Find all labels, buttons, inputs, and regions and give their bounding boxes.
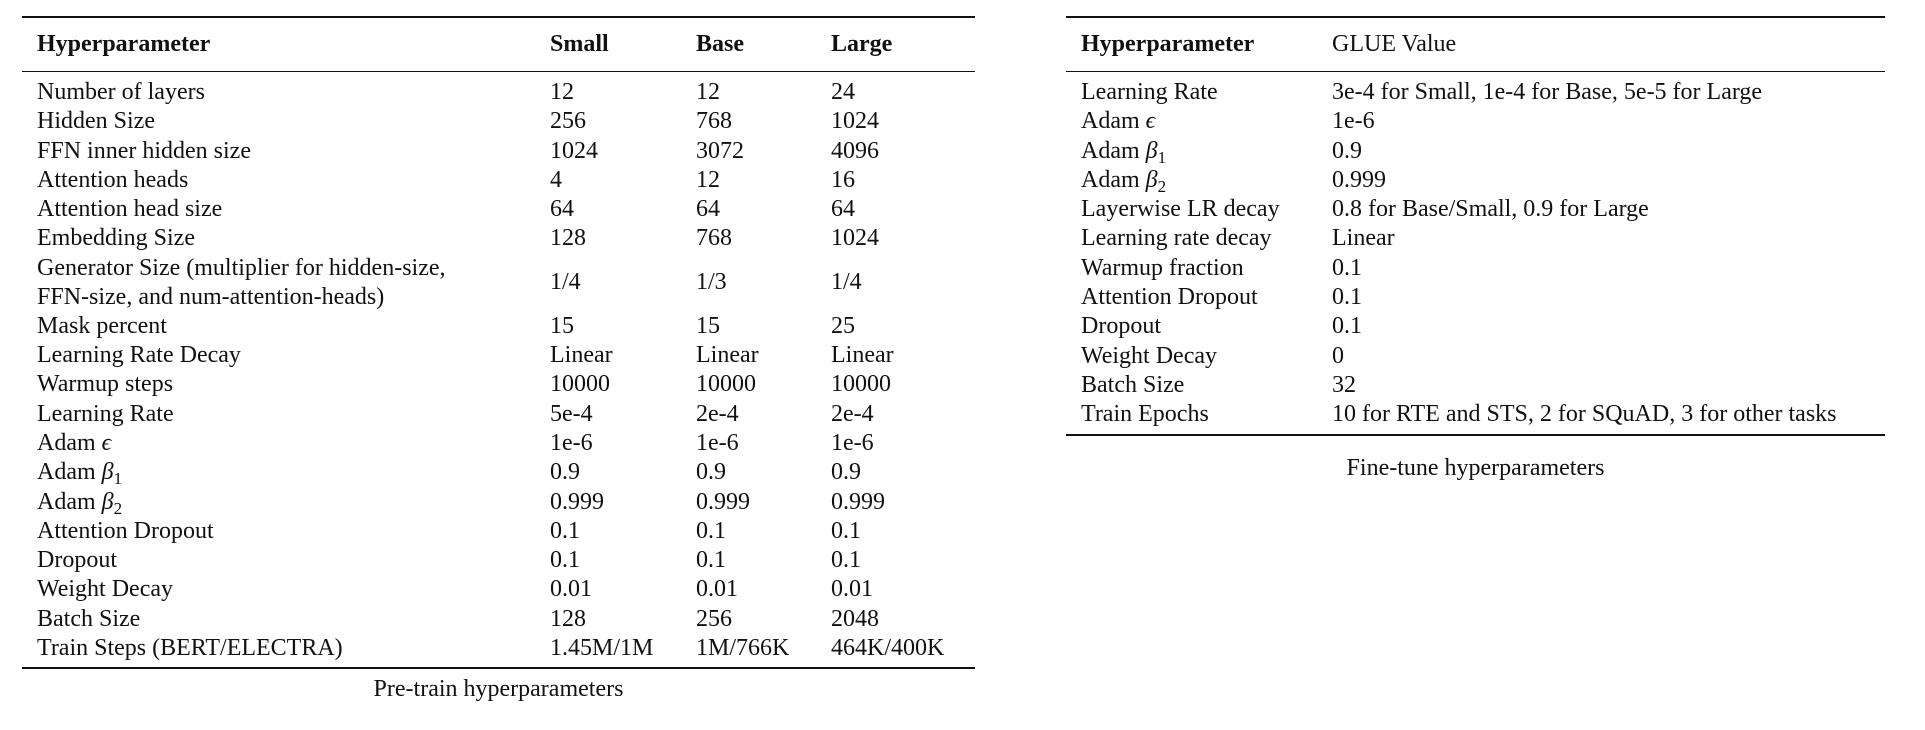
cell-large: 10000 xyxy=(831,371,891,398)
cell-base: 1e-6 xyxy=(696,429,739,456)
cell-large: 2048 xyxy=(831,605,879,632)
table-row xyxy=(1066,283,1885,312)
row-label: Learning Rate Decay xyxy=(37,342,241,369)
cell-value: 0.1 xyxy=(1332,284,1362,311)
table-row xyxy=(1066,72,1885,108)
cell-small: 0.01 xyxy=(550,576,592,603)
table-row xyxy=(22,254,975,312)
cell-base: 15 xyxy=(696,312,720,339)
table-row xyxy=(22,224,975,253)
cell-value: 0.8 for Base/Small, 0.9 for Large xyxy=(1332,196,1649,223)
row-label xyxy=(1066,166,1332,195)
pretrain-caption: Pre-train hyperparameters xyxy=(373,676,624,702)
row-label: Attention Dropout xyxy=(1081,284,1258,311)
cell-base: 64 xyxy=(696,196,720,223)
cell-small: 256 xyxy=(550,108,586,135)
row-label: Dropout xyxy=(37,547,117,574)
cell-small: 1/4 xyxy=(550,269,581,296)
cell-small: 0.1 xyxy=(550,547,580,574)
row-label: Dropout xyxy=(1081,313,1161,340)
table-row xyxy=(1066,166,1885,195)
cell-value: Linear xyxy=(1332,225,1395,252)
cell-large: 24 xyxy=(831,79,855,105)
row-label: Train Steps (BERT/ELECTRA) xyxy=(37,635,343,662)
cell-value: 0.9 xyxy=(1332,137,1362,164)
cell-base: 10000 xyxy=(696,371,756,398)
cell-value: 1e-6 xyxy=(1332,108,1375,135)
cell-value: 0.1 xyxy=(1332,254,1362,281)
table-row xyxy=(22,137,975,166)
cell-large: 64 xyxy=(831,196,855,223)
cell-large: 1e-6 xyxy=(831,429,874,456)
table-row xyxy=(1066,400,1885,434)
table-row xyxy=(22,458,975,487)
row-label: Attention heads xyxy=(37,166,189,193)
table-row xyxy=(1066,107,1885,136)
cell-base: 12 xyxy=(696,79,720,105)
row-label: Weight Decay xyxy=(1081,342,1218,369)
table-row xyxy=(1066,371,1885,400)
cell-small: 0.1 xyxy=(550,517,580,544)
table-row xyxy=(22,488,975,517)
cell-base: 0.9 xyxy=(696,459,726,486)
cell-small: Linear xyxy=(550,342,613,369)
table-row xyxy=(22,72,975,108)
table-row xyxy=(22,400,975,429)
cell-value: 3e-4 for Small, 1e-4 for Base, 5e-5 for Large xyxy=(1332,79,1763,105)
epsilon-symbol: ϵ xyxy=(1145,108,1156,135)
table-row xyxy=(1066,195,1885,224)
beta-symbol: β xyxy=(101,488,114,515)
beta-subscript: 2 xyxy=(1157,176,1167,196)
row-label-prefix: Adam xyxy=(1081,166,1146,193)
row-label xyxy=(22,429,550,458)
cell-large: 1024 xyxy=(831,225,879,252)
finetune-header-glue-value: GLUE Value xyxy=(1332,30,1457,57)
cell-large: 16 xyxy=(831,166,855,193)
cell-base: Linear xyxy=(696,342,759,369)
cell-small: 128 xyxy=(550,605,586,632)
row-label-prefix: Adam xyxy=(37,429,102,456)
cell-small: 15 xyxy=(550,312,574,339)
cell-small: 0.9 xyxy=(550,459,580,486)
cell-small: 0.999 xyxy=(550,488,604,515)
row-label: Learning Rate xyxy=(1081,79,1218,105)
cell-small: 1.45M/1M xyxy=(550,635,654,662)
cell-small: 10000 xyxy=(550,371,610,398)
table-row xyxy=(1066,224,1885,253)
finetune-table xyxy=(1066,16,1885,436)
cell-large: 1/4 xyxy=(831,269,862,296)
row-label-line-1: Generator Size (multiplier for hidden-size, xyxy=(37,254,446,281)
row-label xyxy=(22,254,550,312)
row-label: Warmup fraction xyxy=(1081,254,1244,281)
beta-symbol: β xyxy=(101,459,114,486)
cell-large: 0.9 xyxy=(831,459,861,486)
cell-base: 1/3 xyxy=(696,269,727,296)
pretrain-header-row xyxy=(22,17,975,72)
row-label xyxy=(1066,137,1332,166)
table-row xyxy=(22,341,975,370)
row-label xyxy=(22,488,550,517)
row-label xyxy=(1066,107,1332,136)
cell-small: 5e-4 xyxy=(550,400,593,427)
cell-base: 1M/766K xyxy=(696,635,790,662)
cell-large: 1024 xyxy=(831,108,879,135)
row-label: Embedding Size xyxy=(37,225,195,252)
table-row xyxy=(22,166,975,195)
cell-large: 0.01 xyxy=(831,576,873,603)
cell-small: 64 xyxy=(550,196,574,223)
row-label-prefix: Adam xyxy=(37,459,102,486)
row-label: Learning rate decay xyxy=(1081,225,1272,252)
table-row xyxy=(22,195,975,224)
beta-symbol: β xyxy=(1145,166,1158,193)
cell-value: 0.1 xyxy=(1332,313,1362,340)
cell-base: 2e-4 xyxy=(696,400,739,427)
cell-base: 0.01 xyxy=(696,576,738,603)
cell-large: 0.1 xyxy=(831,517,861,544)
table-row xyxy=(22,517,975,546)
row-label: Number of layers xyxy=(37,79,205,105)
finetune-header-row xyxy=(1066,17,1885,72)
beta-subscript: 1 xyxy=(113,469,123,489)
cell-base: 3072 xyxy=(696,137,744,164)
cell-base: 12 xyxy=(696,166,720,193)
row-label: Mask percent xyxy=(37,312,167,339)
pretrain-table xyxy=(22,16,975,669)
epsilon-symbol: ϵ xyxy=(101,429,112,456)
cell-value: 32 xyxy=(1332,371,1356,398)
table-row xyxy=(22,107,975,136)
cell-large: 464K/400K xyxy=(831,635,945,662)
row-label: Layerwise LR decay xyxy=(1081,196,1280,223)
pretrain-header-hyperparameter: Hyperparameter xyxy=(37,30,211,57)
cell-base: 0.1 xyxy=(696,517,726,544)
table-row xyxy=(22,546,975,575)
table-row xyxy=(22,575,975,604)
cell-base: 0.1 xyxy=(696,547,726,574)
cell-small: 128 xyxy=(550,225,586,252)
row-label-prefix: Adam xyxy=(37,488,102,515)
table-row xyxy=(22,634,975,668)
row-label: Train Epochs xyxy=(1081,401,1209,428)
finetune-caption: Fine-tune hyperparameters xyxy=(1346,455,1605,481)
table-row xyxy=(1066,137,1885,166)
cell-large: 4096 xyxy=(831,137,879,164)
row-label: Warmup steps xyxy=(37,371,174,398)
row-label-prefix: Adam xyxy=(1081,108,1146,135)
cell-value: 0.999 xyxy=(1332,166,1386,193)
finetune-header-hyperparameter: Hyperparameter xyxy=(1081,30,1255,57)
table-row xyxy=(1066,254,1885,283)
row-label: Learning Rate xyxy=(37,400,174,427)
table-row xyxy=(22,429,975,458)
row-label-prefix: Adam xyxy=(1081,137,1146,164)
row-label: FFN inner hidden size xyxy=(37,137,251,164)
table-row xyxy=(1066,342,1885,371)
cell-large: Linear xyxy=(831,342,894,369)
cell-value: 0 xyxy=(1332,342,1344,369)
table-row xyxy=(22,605,975,634)
beta-subscript: 2 xyxy=(113,498,123,518)
cell-large: 0.999 xyxy=(831,488,885,515)
row-label: Batch Size xyxy=(37,605,141,632)
cell-small: 1e-6 xyxy=(550,429,593,456)
row-label: Weight Decay xyxy=(37,576,174,603)
row-label: Attention Dropout xyxy=(37,517,214,544)
cell-base: 768 xyxy=(696,108,732,135)
cell-base: 768 xyxy=(696,225,732,252)
cell-large: 0.1 xyxy=(831,547,861,574)
cell-base: 256 xyxy=(696,605,732,632)
cell-large: 25 xyxy=(831,312,855,339)
row-label xyxy=(22,458,550,487)
table-row xyxy=(22,370,975,399)
beta-symbol: β xyxy=(1145,137,1158,164)
table-row xyxy=(1066,312,1885,341)
pretrain-header-small: Small xyxy=(550,30,609,57)
finetune-table-block xyxy=(1066,16,1885,436)
row-label-line-2: FFN-size, and num-attention-heads) xyxy=(37,283,385,310)
table-row xyxy=(22,312,975,341)
cell-small: 12 xyxy=(550,79,574,105)
pretrain-header-base: Base xyxy=(696,30,744,57)
cell-value: 10 for RTE and STS, 2 for SQuAD, 3 for other tasks xyxy=(1332,401,1837,428)
row-label: Hidden Size xyxy=(37,108,155,135)
pretrain-table-block xyxy=(22,16,975,669)
cell-small: 1024 xyxy=(550,137,598,164)
pretrain-header-large: Large xyxy=(831,30,893,57)
cell-small: 4 xyxy=(550,166,562,193)
cell-large: 2e-4 xyxy=(831,400,874,427)
cell-base: 0.999 xyxy=(696,488,750,515)
row-label: Batch Size xyxy=(1081,371,1185,398)
beta-subscript: 1 xyxy=(1157,147,1167,167)
row-label: Attention head size xyxy=(37,196,223,223)
